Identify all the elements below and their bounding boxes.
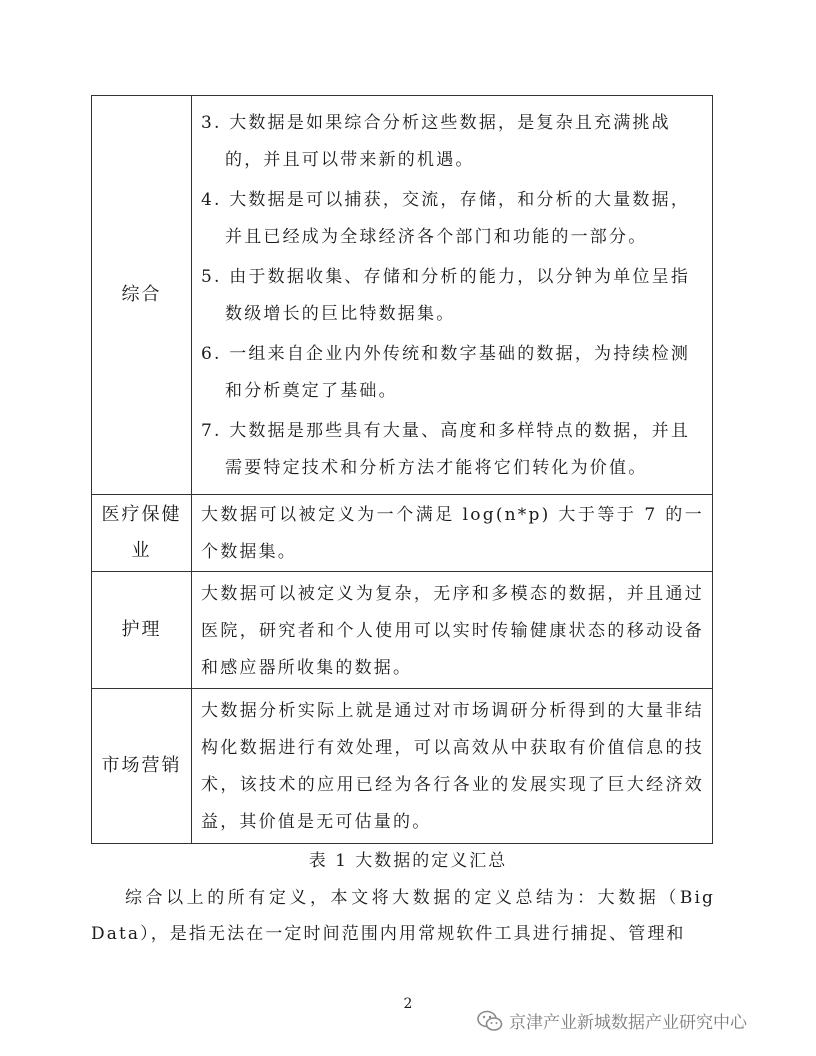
definition-item: 3. 大数据是如果综合分析这些数据，是复杂且充满挑战的，并且可以带来新的机遇。 <box>201 113 671 170</box>
wechat-icon <box>477 1010 503 1032</box>
definition-cell <box>192 96 713 495</box>
definition-cell <box>192 572 713 689</box>
category-cell: 护理 <box>92 572 192 689</box>
definition-text: 大数据可以被定义为复杂，无序和多模态的数据，并且通过医院，研究者和个人使用可以实时传输健康状态的移动设备和感应器所收集的数据。 <box>201 583 704 678</box>
source-watermark <box>477 1008 747 1033</box>
category-cell: 市场营销 <box>92 689 192 844</box>
definition-item: 7. 大数据是那些具有大量、高度和多样特点的数据，并且需要特定技术和分析方法才能将它们转化为价值。 <box>201 421 691 478</box>
table-row <box>92 96 713 495</box>
page-number: 2 <box>403 996 413 1012</box>
definition-item: 6. 一组来自企业内外传统和数字基础的数据，为持续检测和分析奠定了基础。 <box>201 344 691 401</box>
table-row <box>92 572 713 689</box>
definition-text: 大数据分析实际上就是通过对市场调研分析得到的大量非结构化数据进行有效处理，可以高效从中获取有价值信息的技术，该技术的应用已经为各行各业的发展实现了巨大经济效益，其价值是无可估量的。 <box>201 701 704 832</box>
definitions-table <box>91 95 713 844</box>
definition-item: 5. 由于数据收集、存储和分析的能力，以分钟为单位呈指数级增长的巨比特数据集。 <box>201 267 691 324</box>
table-caption: 表 1 大数据的定义汇总 <box>308 851 508 871</box>
definition-text: 大数据可以被定义为一个满足 log(n*p) 大于等于 7 的一个数据集。 <box>201 505 704 562</box>
source-name: 京津产业新城数据产业研究中心 <box>509 1013 747 1033</box>
table-row <box>92 689 713 844</box>
body-paragraph: 综合以上的所有定义，本文将大数据的定义总结为：大数据（Big Data），是指无法在一定时间范围内用常规软件工具进行捕捉、管理和 <box>91 888 715 944</box>
definition-cell <box>192 689 713 844</box>
definition-cell <box>192 495 713 572</box>
definition-item: 4. 大数据是可以捕获，交流，存储，和分析的大量数据，并且已经成为全球经济各个部门和功能的一部分。 <box>201 190 691 247</box>
table-row <box>92 495 713 572</box>
category-cell: 综合 <box>92 96 192 495</box>
category-cell: 医疗保健业 <box>92 495 192 572</box>
